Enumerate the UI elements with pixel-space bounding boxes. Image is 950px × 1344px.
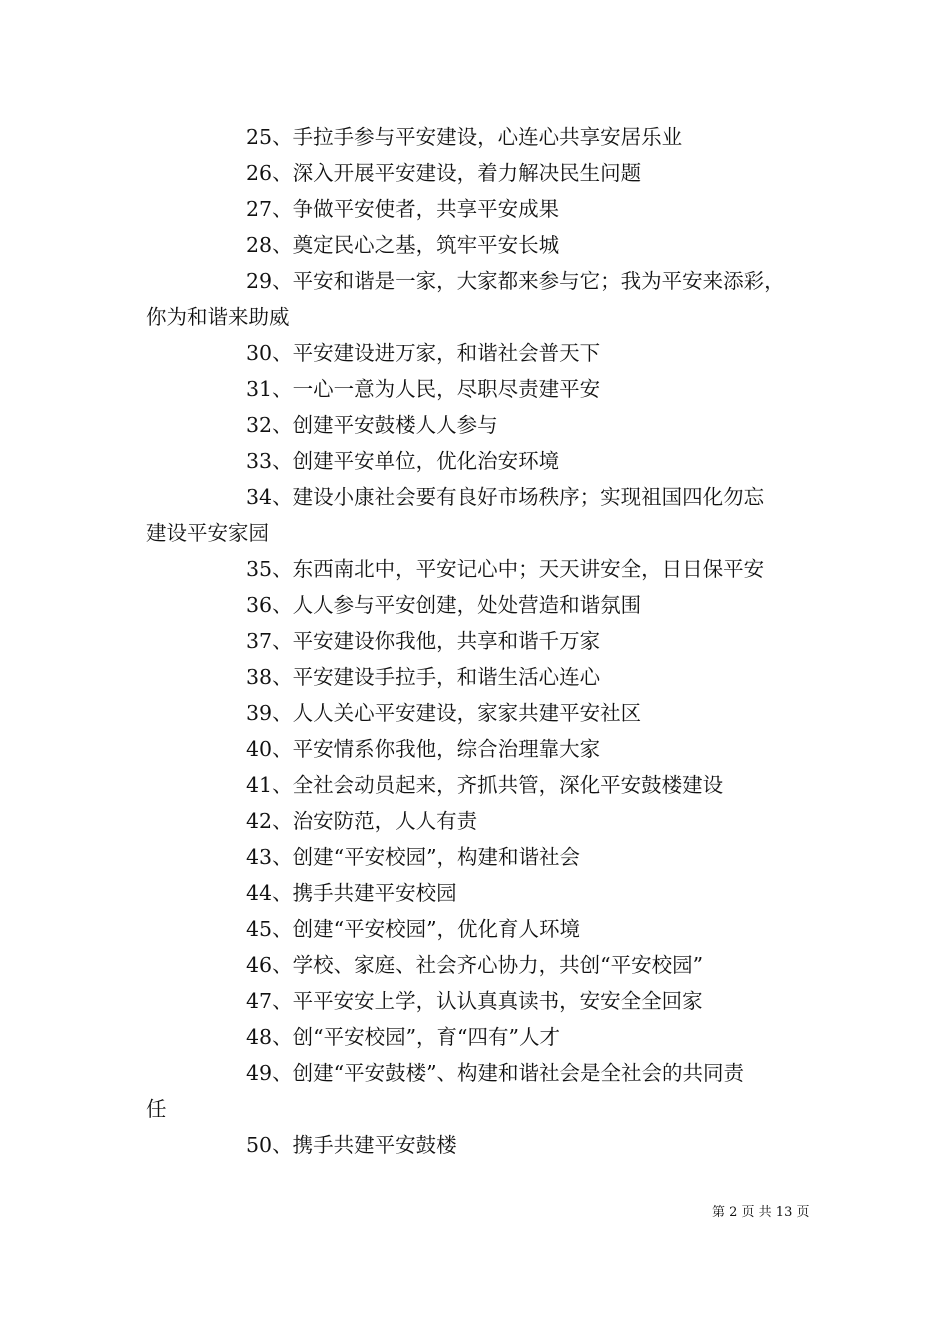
page-footer: 第 2 页 共 13 页 [712, 1205, 810, 1220]
slogan-continuation: 你为和谐来助威 [146, 305, 290, 329]
slogan-item [146, 659, 826, 695]
slogan-item [146, 479, 826, 551]
slogan-item [146, 227, 826, 263]
slogan-item [146, 335, 826, 371]
slogan-text: 42、治安防范，人人有责 [246, 809, 478, 833]
slogan-text: 36、人人参与平安创建，处处营造和谐氛围 [246, 593, 642, 617]
slogan-item [146, 263, 826, 335]
slogan-item [146, 947, 826, 983]
slogan-text: 44、携手共建平安校园 [246, 881, 457, 905]
slogan-item [146, 407, 826, 443]
slogan-item [146, 551, 826, 587]
slogan-text: 48、创“平安校园”，育“四有”人才 [246, 1025, 561, 1049]
slogan-text: 38、平安建设手拉手，和谐生活心连心 [246, 665, 601, 689]
slogan-text: 50、携手共建平安鼓楼 [246, 1133, 457, 1157]
slogan-item [146, 119, 826, 155]
slogan-text: 27、争做平安使者，共享平安成果 [246, 197, 560, 221]
slogan-text: 49、创建“平安鼓楼”、构建和谐社会是全社会的共同责 [246, 1061, 745, 1085]
slogan-text: 31、一心一意为人民，尽职尽责建平安 [246, 377, 601, 401]
slogan-text: 29、平安和谐是一家，大家都来参与它；我为平安来添彩， [246, 269, 785, 293]
slogan-text: 25、手拉手参与平安建设，心连心共享安居乐业 [246, 125, 683, 149]
slogan-item [146, 1055, 826, 1127]
slogan-item [146, 623, 826, 659]
slogan-text: 43、创建“平安校园”，构建和谐社会 [246, 845, 581, 869]
slogan-item [146, 155, 826, 191]
slogan-item [146, 191, 826, 227]
document-body [146, 119, 826, 1163]
slogan-continuation: 任 [146, 1097, 167, 1121]
slogan-item [146, 767, 826, 803]
slogan-item [146, 983, 826, 1019]
slogan-text: 39、人人关心平安建设，家家共建平安社区 [246, 701, 642, 725]
slogan-text: 28、奠定民心之基，筑牢平安长城 [246, 233, 560, 257]
slogan-text: 33、创建平安单位，优化治安环境 [246, 449, 560, 473]
slogan-item [146, 443, 826, 479]
slogan-item [146, 1019, 826, 1055]
slogan-item [146, 731, 826, 767]
slogan-item [146, 911, 826, 947]
slogan-text: 35、东西南北中，平安记心中；天天讲安全，日日保平安 [246, 557, 765, 581]
slogan-text: 40、平安情系你我他，综合治理靠大家 [246, 737, 601, 761]
slogan-item [146, 587, 826, 623]
slogan-text: 32、创建平安鼓楼人人参与 [246, 413, 498, 437]
slogan-item [146, 1127, 826, 1163]
slogan-text: 45、创建“平安校园”，优化育人环境 [246, 917, 581, 941]
slogan-item [146, 875, 826, 911]
slogan-item [146, 839, 826, 875]
slogan-text: 46、学校、家庭、社会齐心协力，共创“平安校园” [246, 953, 704, 977]
slogan-item [146, 695, 826, 731]
slogan-text: 47、平平安安上学，认认真真读书，安安全全回家 [246, 989, 703, 1013]
slogan-text: 26、深入开展平安建设，着力解决民生问题 [246, 161, 642, 185]
slogan-text: 37、平安建设你我他，共享和谐千万家 [246, 629, 601, 653]
slogan-text: 30、平安建设进万家，和谐社会普天下 [246, 341, 601, 365]
slogan-text: 34、建设小康社会要有良好市场秩序；实现祖国四化勿忘 [246, 485, 765, 509]
slogan-item [146, 803, 826, 839]
slogan-item [146, 371, 826, 407]
slogan-text: 41、全社会动员起来，齐抓共管，深化平安鼓楼建设 [246, 773, 724, 797]
slogan-continuation: 建设平安家园 [146, 521, 269, 545]
